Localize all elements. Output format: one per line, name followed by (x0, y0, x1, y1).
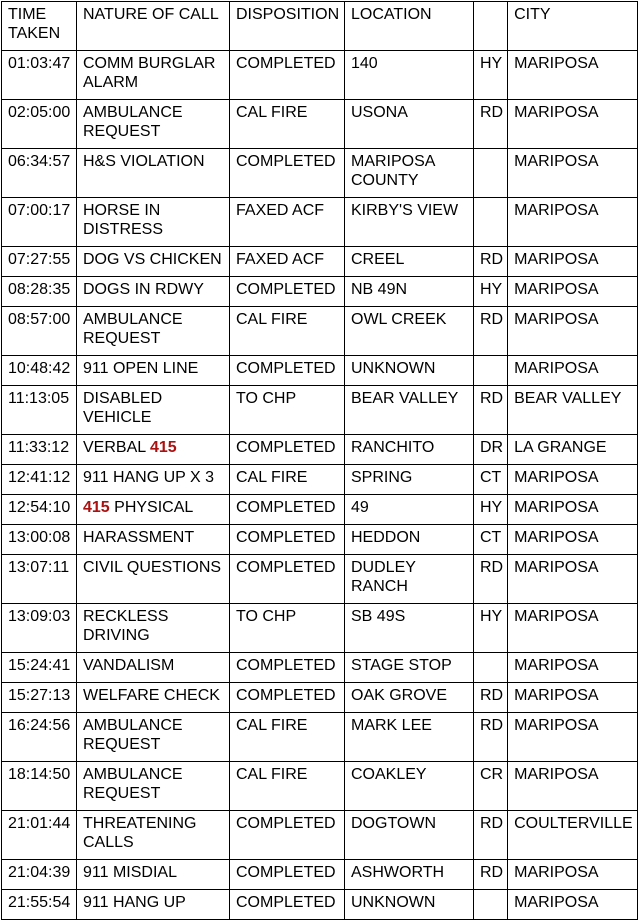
city-cell: MARIPOSA (508, 277, 638, 307)
nature-text: AMBULANCE REQUEST (83, 717, 188, 753)
header-disposition: DISPOSITION (230, 2, 345, 51)
nature-cell (77, 386, 230, 435)
nature-cell (77, 811, 230, 860)
location-cell: STAGE STOP (345, 653, 474, 683)
nature-cell (77, 149, 230, 198)
time-cell: 16:24:56 (2, 713, 77, 762)
city-cell: MARIPOSA (508, 604, 638, 653)
city-cell: MARIPOSA (508, 149, 638, 198)
nature-text: AMBULANCE REQUEST (83, 766, 188, 802)
city-cell: COULTERVILLE (508, 811, 638, 860)
table-row (2, 386, 638, 435)
city-cell: MARIPOSA (508, 51, 638, 100)
header-location: LOCATION (345, 2, 474, 51)
table-row (2, 762, 638, 811)
nature-cell (77, 495, 230, 525)
disposition-cell: COMPLETED (230, 653, 345, 683)
disposition-cell: CAL FIRE (230, 100, 345, 149)
time-cell: 11:13:05 (2, 386, 77, 435)
city-cell: MARIPOSA (508, 356, 638, 386)
disposition-cell: COMPLETED (230, 860, 345, 890)
nature-cell (77, 277, 230, 307)
nature-text: WELFARE CHECK (83, 687, 220, 704)
table-row (2, 356, 638, 386)
time-cell: 01:03:47 (2, 51, 77, 100)
disposition-cell: COMPLETED (230, 435, 345, 465)
time-cell: 13:07:11 (2, 555, 77, 604)
nature-text: 911 HANG UP (83, 894, 186, 911)
city-cell: MARIPOSA (508, 555, 638, 604)
disposition-cell: FAXED ACF (230, 198, 345, 247)
nature-text: COMM BURGLAR ALARM (83, 55, 220, 91)
location-cell: SPRING (345, 465, 474, 495)
table-row (2, 247, 638, 277)
nature-text: DOGS IN RDWY (83, 281, 204, 298)
location-cell: MARK LEE (345, 713, 474, 762)
location-cell: OWL CREEK (345, 307, 474, 356)
header-nature-of-call: NATURE OF CALL (77, 2, 230, 51)
street-suffix-cell: RD (474, 683, 508, 713)
nature-text: RECKLESS DRIVING (83, 608, 173, 644)
nature-text: 911 MISDIAL (83, 864, 177, 881)
street-suffix-cell: DR (474, 435, 508, 465)
nature-cell (77, 860, 230, 890)
disposition-cell: COMPLETED (230, 683, 345, 713)
disposition-cell: CAL FIRE (230, 762, 345, 811)
street-suffix-cell: RD (474, 713, 508, 762)
table-row (2, 149, 638, 198)
header-city: CITY (508, 2, 638, 51)
nature-cell (77, 604, 230, 653)
location-cell: CREEL (345, 247, 474, 277)
street-suffix-cell: RD (474, 247, 508, 277)
nature-cell (77, 525, 230, 555)
city-cell: MARIPOSA (508, 100, 638, 149)
time-cell: 15:24:41 (2, 653, 77, 683)
city-cell: BEAR VALLEY (508, 386, 638, 435)
disposition-cell: COMPLETED (230, 890, 345, 920)
city-cell: MARIPOSA (508, 198, 638, 247)
location-cell: 140 (345, 51, 474, 100)
table-row (2, 100, 638, 149)
nature-cell (77, 356, 230, 386)
nature-text: VERBAL (83, 439, 150, 456)
table-row (2, 604, 638, 653)
street-suffix-cell: HY (474, 495, 508, 525)
table-row (2, 495, 638, 525)
street-suffix-cell: RD (474, 307, 508, 356)
street-suffix-cell: HY (474, 277, 508, 307)
street-suffix-cell: HY (474, 51, 508, 100)
street-suffix-cell (474, 356, 508, 386)
street-suffix-cell: RD (474, 555, 508, 604)
nature-cell (77, 198, 230, 247)
nature-cell (77, 100, 230, 149)
street-suffix-cell: RD (474, 100, 508, 149)
disposition-cell: COMPLETED (230, 555, 345, 604)
call-log-table (1, 1, 638, 920)
table-row (2, 51, 638, 100)
street-suffix-cell: RD (474, 860, 508, 890)
street-suffix-cell: CR (474, 762, 508, 811)
street-suffix-cell: HY (474, 604, 508, 653)
table-row (2, 435, 638, 465)
location-cell: USONA (345, 100, 474, 149)
time-cell: 21:01:44 (2, 811, 77, 860)
nature-text: AMBULANCE REQUEST (83, 311, 188, 347)
city-cell: MARIPOSA (508, 495, 638, 525)
street-suffix-cell (474, 198, 508, 247)
disposition-cell: COMPLETED (230, 525, 345, 555)
time-cell: 15:27:13 (2, 683, 77, 713)
nature-cell (77, 762, 230, 811)
nature-text: PHYSICAL (109, 499, 194, 516)
city-cell: MARIPOSA (508, 247, 638, 277)
nature-text: 911 OPEN LINE (83, 360, 199, 377)
location-cell: HEDDON (345, 525, 474, 555)
nature-cell (77, 890, 230, 920)
location-cell: KIRBY'S VIEW (345, 198, 474, 247)
table-row (2, 890, 638, 920)
time-cell: 07:27:55 (2, 247, 77, 277)
nature-cell (77, 555, 230, 604)
location-cell: 49 (345, 495, 474, 525)
location-cell: COAKLEY (345, 762, 474, 811)
nature-text: VANDALISM (83, 657, 175, 674)
nature-text: 911 HANG UP X 3 (83, 469, 215, 486)
disposition-cell: CAL FIRE (230, 713, 345, 762)
street-suffix-cell: CT (474, 525, 508, 555)
time-cell: 18:14:50 (2, 762, 77, 811)
city-cell: MARIPOSA (508, 860, 638, 890)
street-suffix-cell: CT (474, 465, 508, 495)
disposition-cell: TO CHP (230, 604, 345, 653)
disposition-cell: COMPLETED (230, 495, 345, 525)
nature-text: AMBULANCE REQUEST (83, 104, 188, 140)
location-cell: DOGTOWN (345, 811, 474, 860)
nature-text: THREATENING CALLS (83, 815, 201, 851)
disposition-cell: COMPLETED (230, 51, 345, 100)
time-cell: 13:09:03 (2, 604, 77, 653)
nature-cell (77, 465, 230, 495)
header-time-taken: TIME TAKEN (2, 2, 77, 51)
location-cell: ASHWORTH (345, 860, 474, 890)
table-row (2, 860, 638, 890)
nature-cell (77, 307, 230, 356)
street-suffix-cell (474, 653, 508, 683)
nature-text: DOG VS CHICKEN (83, 251, 222, 268)
location-cell: MARIPOSA COUNTY (345, 149, 474, 198)
location-cell: UNKNOWN (345, 890, 474, 920)
location-cell: NB 49N (345, 277, 474, 307)
table-row (2, 307, 638, 356)
disposition-cell: CAL FIRE (230, 465, 345, 495)
street-suffix-cell (474, 890, 508, 920)
time-cell: 12:54:10 (2, 495, 77, 525)
header-suffix (474, 2, 508, 51)
city-cell: MARIPOSA (508, 525, 638, 555)
call-rows (2, 51, 638, 920)
time-cell: 07:00:17 (2, 198, 77, 247)
time-cell: 11:33:12 (2, 435, 77, 465)
table-row (2, 555, 638, 604)
location-cell: RANCHITO (345, 435, 474, 465)
disposition-cell: COMPLETED (230, 356, 345, 386)
nature-cell (77, 247, 230, 277)
city-cell: MARIPOSA (508, 653, 638, 683)
time-cell: 13:00:08 (2, 525, 77, 555)
city-cell: MARIPOSA (508, 307, 638, 356)
time-cell: 02:05:00 (2, 100, 77, 149)
city-cell: MARIPOSA (508, 762, 638, 811)
time-cell: 08:28:35 (2, 277, 77, 307)
nature-text: DISABLED VEHICLE (83, 390, 167, 426)
nature-text: H&S VIOLATION (83, 153, 205, 170)
city-cell: MARIPOSA (508, 683, 638, 713)
disposition-cell: COMPLETED (230, 811, 345, 860)
time-cell: 10:48:42 (2, 356, 77, 386)
nature-cell (77, 435, 230, 465)
nature-text: HORSE IN DISTRESS (83, 202, 165, 238)
nature-text: CIVIL QUESTIONS (83, 559, 222, 576)
disposition-cell: FAXED ACF (230, 247, 345, 277)
code-415-highlight: 415 (83, 499, 110, 516)
table-row (2, 811, 638, 860)
time-cell: 21:55:54 (2, 890, 77, 920)
street-suffix-cell: RD (474, 811, 508, 860)
time-cell: 21:04:39 (2, 860, 77, 890)
header-row (2, 2, 638, 51)
nature-cell (77, 653, 230, 683)
location-cell: OAK GROVE (345, 683, 474, 713)
disposition-cell: COMPLETED (230, 277, 345, 307)
location-cell: BEAR VALLEY (345, 386, 474, 435)
location-cell: DUDLEY RANCH (345, 555, 474, 604)
table-row (2, 683, 638, 713)
disposition-cell: CAL FIRE (230, 307, 345, 356)
nature-cell (77, 51, 230, 100)
nature-cell (77, 683, 230, 713)
city-cell: MARIPOSA (508, 713, 638, 762)
city-cell: MARIPOSA (508, 890, 638, 920)
disposition-cell: TO CHP (230, 386, 345, 435)
nature-cell (77, 713, 230, 762)
time-cell: 06:34:57 (2, 149, 77, 198)
street-suffix-cell: RD (474, 386, 508, 435)
table-row (2, 525, 638, 555)
street-suffix-cell (474, 149, 508, 198)
table-row (2, 713, 638, 762)
table-row (2, 653, 638, 683)
city-cell: MARIPOSA (508, 465, 638, 495)
table-row (2, 198, 638, 247)
time-cell: 12:41:12 (2, 465, 77, 495)
table-row (2, 277, 638, 307)
location-cell: SB 49S (345, 604, 474, 653)
time-cell: 08:57:00 (2, 307, 77, 356)
table-row (2, 465, 638, 495)
location-cell: UNKNOWN (345, 356, 474, 386)
disposition-cell: COMPLETED (230, 149, 345, 198)
code-415-highlight: 415 (150, 439, 177, 456)
nature-text: HARASSMENT (83, 529, 195, 546)
city-cell: LA GRANGE (508, 435, 638, 465)
